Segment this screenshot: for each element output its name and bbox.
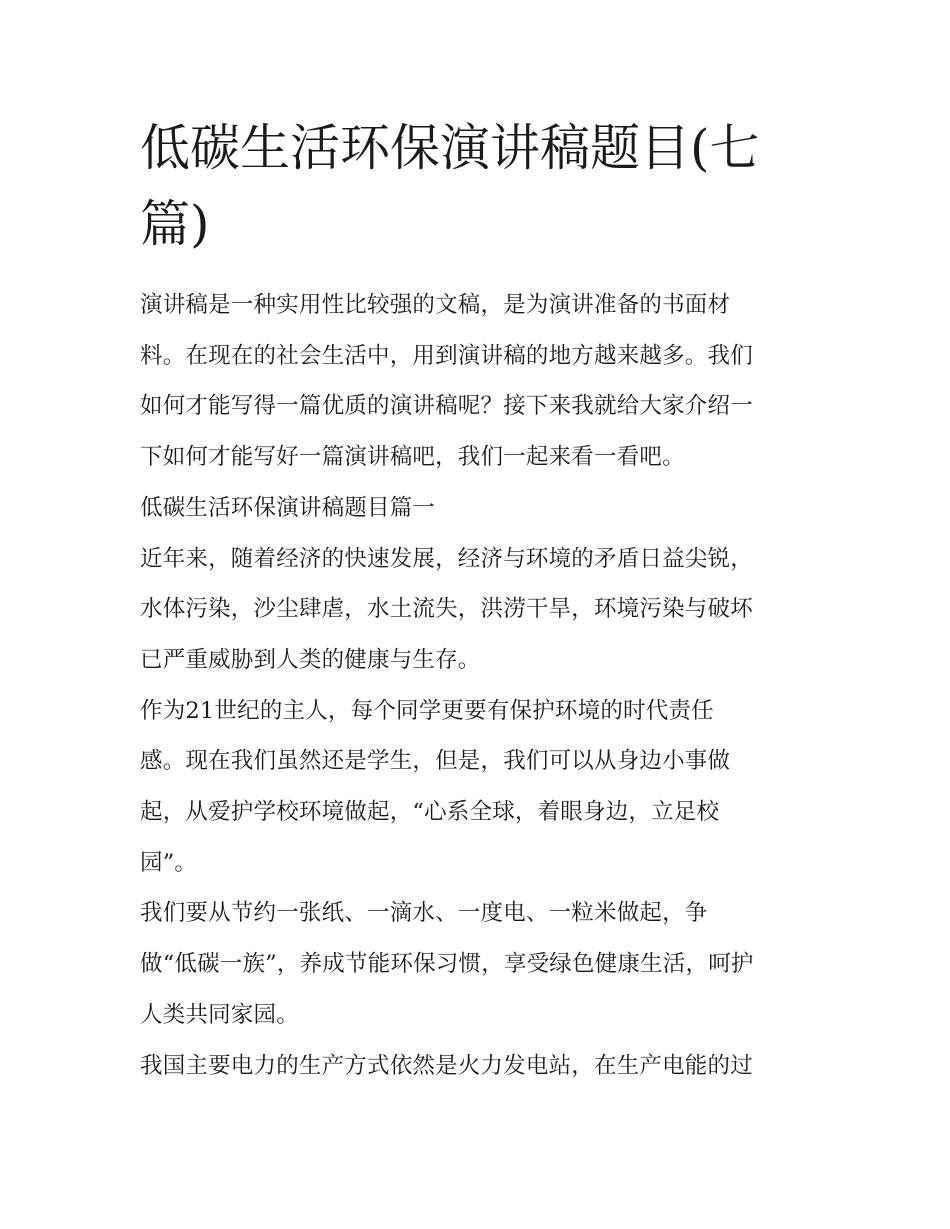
paragraph: 我国主要电力的生产方式依然是火力发电站，在生产电能的过 <box>140 1052 753 1079</box>
paragraph: 近年来，随着经济的快速发展，经济与环境的矛盾日益尖锐， 水体污染，沙尘肆虐，水土流失，洪涝干旱，环境污染与破坏 已严重威胁到人类的健康与生存。 <box>140 545 753 673</box>
document-title: 低碳生活环保演讲稿题目(七 篇) <box>140 119 760 253</box>
document-body <box>140 110 816 1091</box>
paragraph-intro: 演讲稿是一种实用性比较强的文稿，是为演讲准备的书面材 料。在现在的社会生活中，用到演讲稿的地方越来越多。我们 如何才能写得一篇优质的演讲稿呢？接下来我就给大家介绍一 下如何才能写好一篇演讲稿吧，我们一起来看一看吧。 <box>140 292 753 471</box>
paragraph: 我们要从节约一张纸、一滴水、一度电、一粒米做起，争 做“低碳一族”，养成节能环保习惯，享受绿色健康生活，呵护 人类共同家园。 <box>140 900 754 1028</box>
paragraph: 作为21世纪的主人，每个同学更要有保护环境的时代责任 感。现在我们虽然还是学生，但是，我们可以从身边小事做 起，从爱护学校环境做起，“心系全球，着眼身边，立足校 园”。 <box>140 697 731 876</box>
section-heading: 低碳生活环保演讲稿题目篇一 <box>140 494 436 521</box>
